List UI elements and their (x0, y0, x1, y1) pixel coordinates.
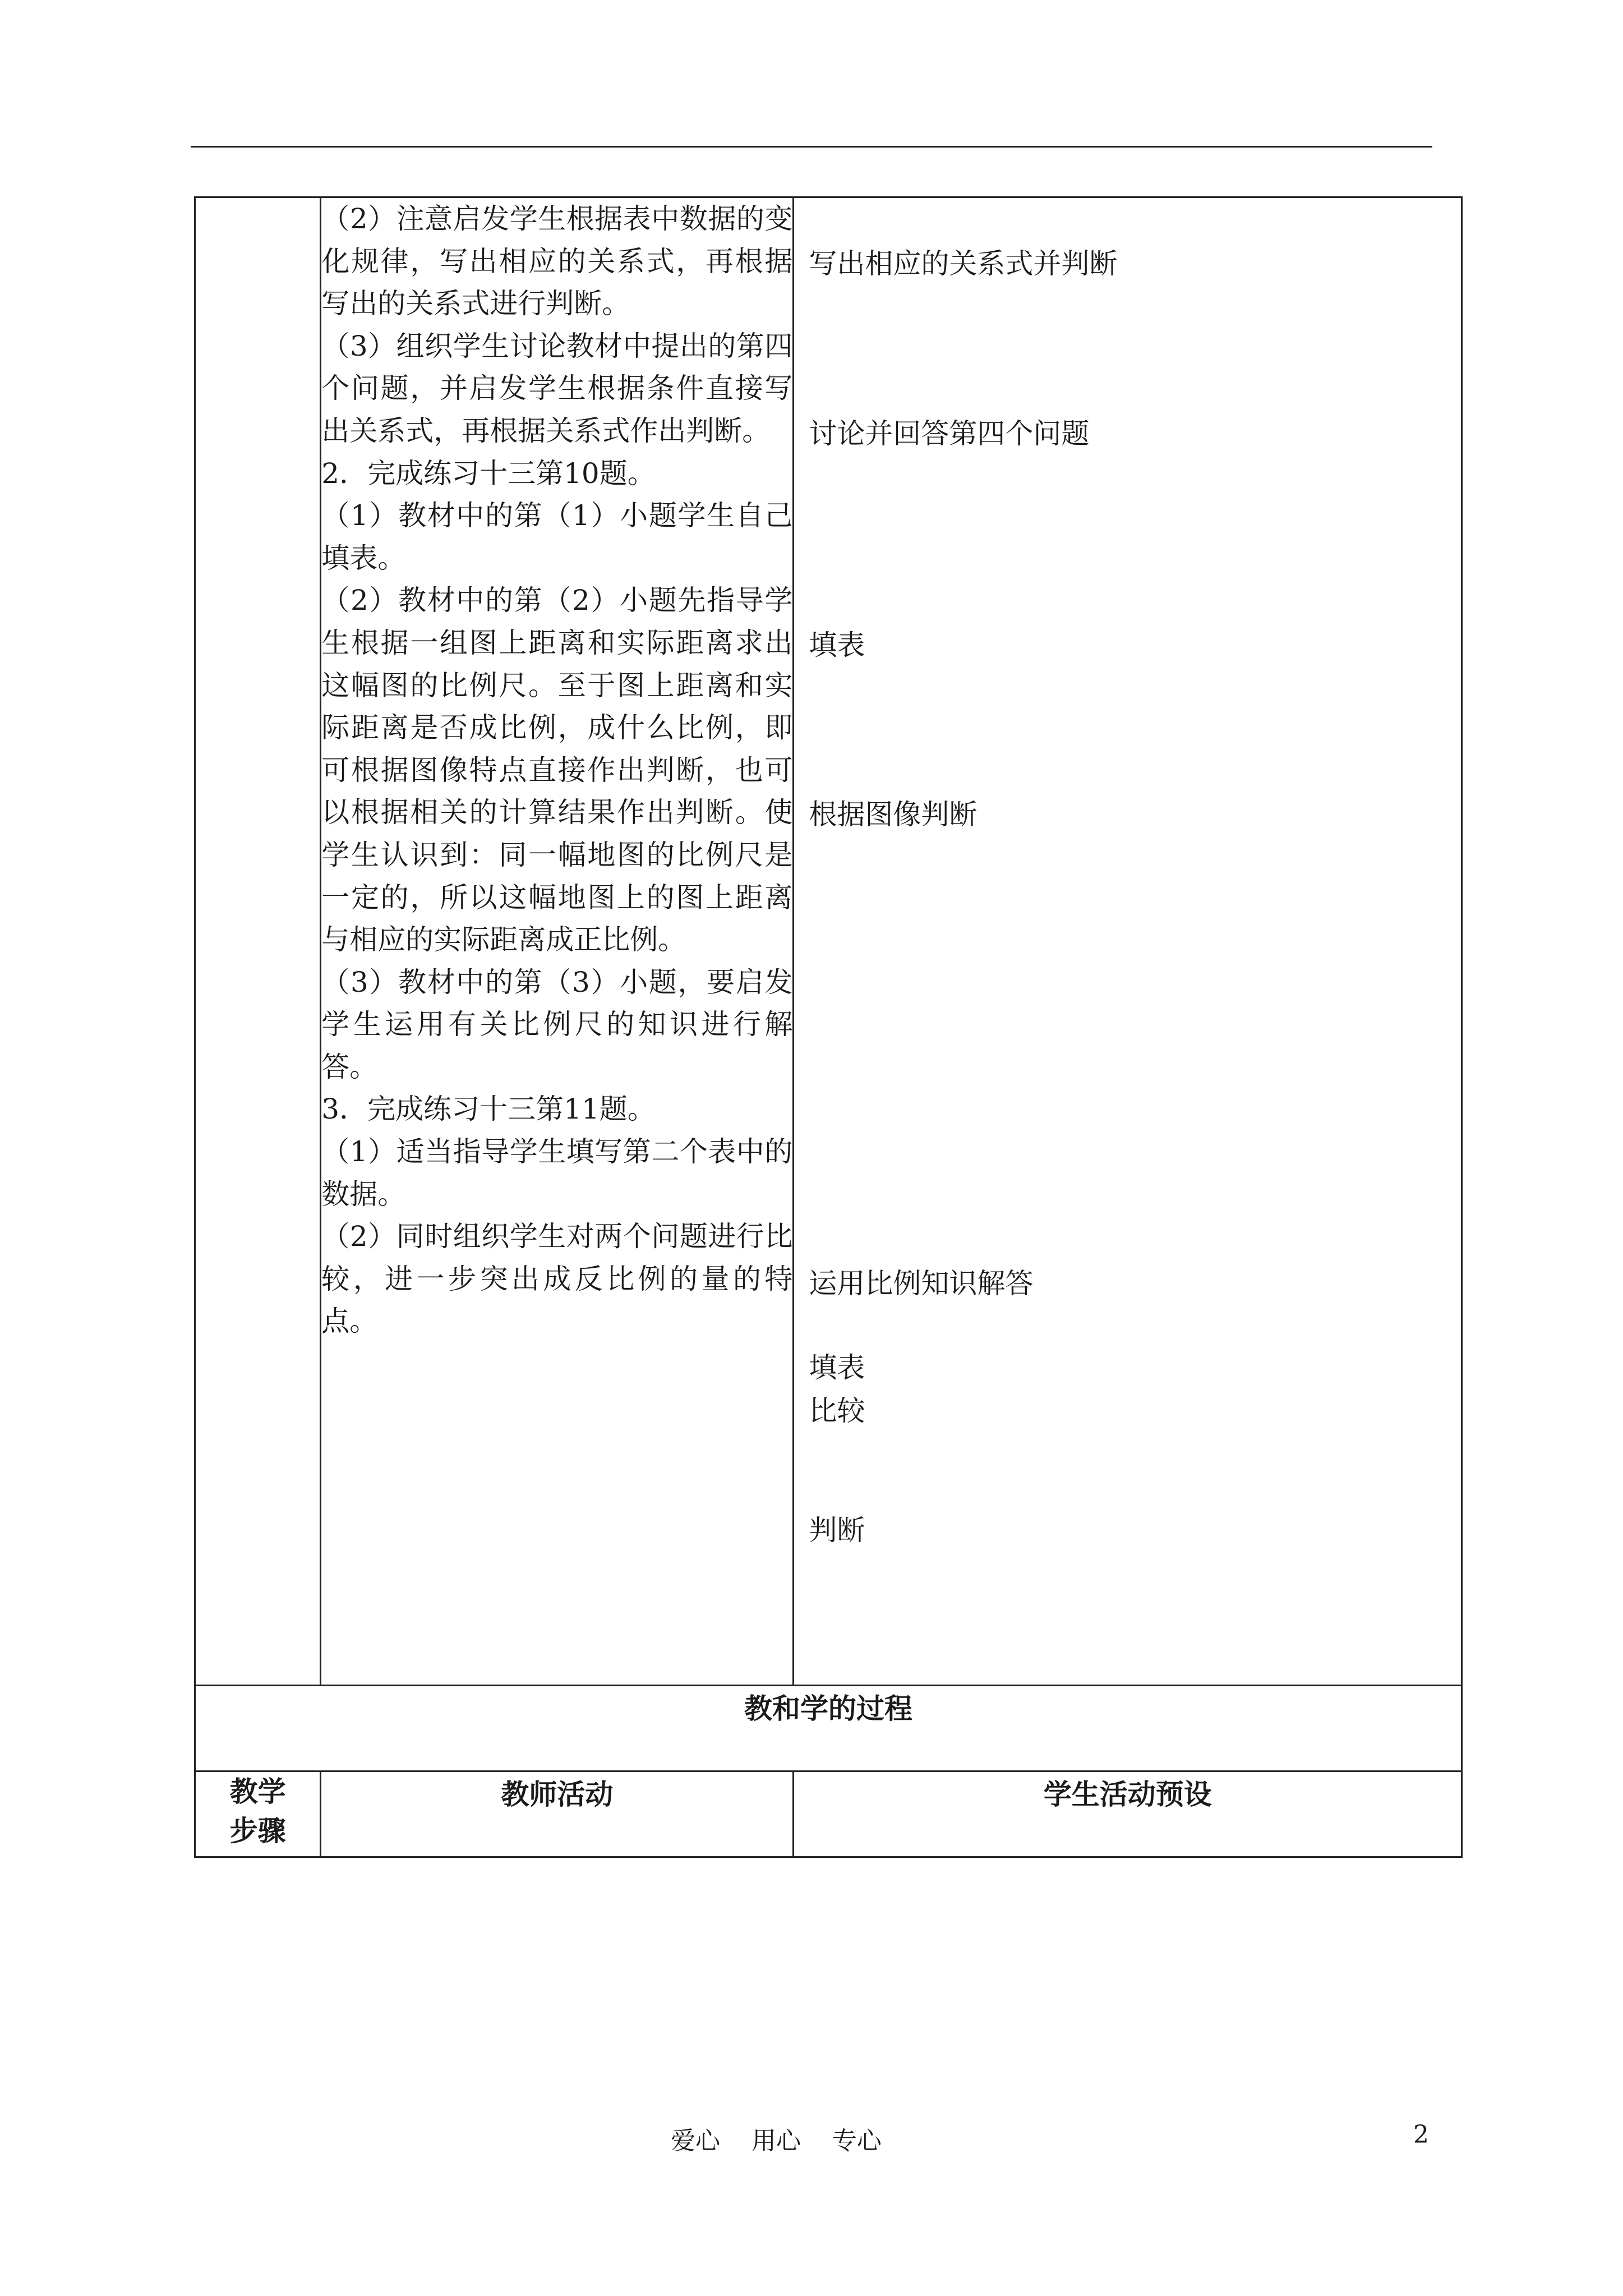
teacher-line: （2）同时组织学生对两个问题进行比较，进一步突出成反比例的量的特点。 (321, 1220, 793, 1338)
step-cell (195, 197, 321, 1686)
footer-motto: 爱心 用心 专心 (671, 2127, 882, 2155)
teacher-line: 2．完成练习十三第10题。 (321, 457, 656, 490)
section-title: 教和学的过程 (195, 1686, 1462, 1772)
teacher-line: （2）教材中的第（2）小题先指导学生根据一组图上距离和实际距离求出这幅图的比例尺。至于图上距离和实际距离是否成比例，成什么比例，即可根据图像特点直接作出判断，也可以根据相关的计算结果作出判断。使学生认识到：同一幅地图的比例尺是一定的，所以这幅地图上的图上距离与相应的实际距离成正比例。 (321, 584, 793, 956)
teacher-activity-cell (321, 197, 794, 1686)
lesson-plan-table (194, 196, 1463, 1858)
student-activity-cell (794, 197, 1462, 1686)
header-step-label: 教学步骤 (229, 1775, 286, 1847)
activity-row (195, 197, 1462, 1686)
header-step (195, 1772, 321, 1857)
student-activity-item: 填表 (809, 1351, 865, 1384)
student-activity-item: 填表 (809, 629, 865, 661)
page-number: 2 (1413, 2120, 1429, 2149)
student-activity-item: 根据图像判断 (809, 798, 978, 831)
header-student: 学生活动预设 (794, 1772, 1462, 1857)
teacher-line: （3）教材中的第（3）小题，要启发学生运用有关比例尺的知识进行解答。 (321, 965, 793, 1083)
student-activity-item: 比较 (809, 1395, 865, 1427)
column-header-row (195, 1772, 1462, 1857)
section-title-row (195, 1686, 1462, 1772)
header-rule (191, 146, 1432, 148)
teacher-line: （3）组织学生讨论教材中提出的第四个问题，并启发学生根据条件直接写出关系式，再根据关系式作出判断。 (321, 329, 793, 447)
teacher-line: （1）教材中的第（1）小题学生自己填表。 (321, 499, 793, 574)
page-footer (0, 2120, 1623, 2160)
student-activity-item: 运用比例知识解答 (809, 1267, 1034, 1300)
teacher-line: 3．完成练习十三第11题。 (321, 1093, 656, 1126)
teacher-line: （1）适当指导学生填写第二个表中的数据。 (321, 1135, 793, 1211)
header-teacher: 教师活动 (321, 1772, 794, 1857)
student-activity-item: 写出相应的关系式并判断 (809, 247, 1118, 280)
teacher-line: （2）注意启发学生根据表中数据的变化规律，写出相应的关系式，再根据写出的关系式进行判断。 (321, 203, 793, 320)
student-activity-item: 判断 (809, 1514, 865, 1547)
student-activity-item: 讨论并回答第四个问题 (809, 417, 1090, 450)
